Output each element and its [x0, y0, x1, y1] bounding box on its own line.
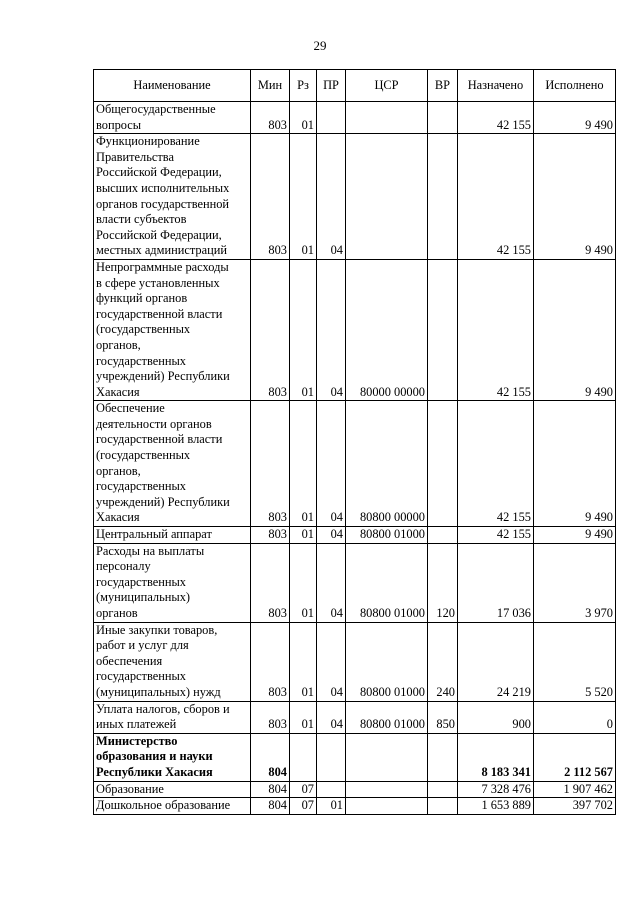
row-rz-cell: 01: [290, 259, 317, 400]
row-name-cell: Дошкольное образование: [94, 798, 251, 815]
row-csr-cell: [346, 733, 428, 781]
row-assigned-cell: 42 155: [458, 401, 534, 527]
table-row: [94, 401, 616, 527]
row-min-cell: 803: [251, 701, 290, 733]
row-min-cell: 803: [251, 102, 290, 134]
row-pr-cell: 04: [317, 134, 346, 260]
row-assigned-cell: 7 328 476: [458, 781, 534, 798]
row-name-cell: Обеспечение деятельности органов государственной власти (государственных органов, государственных учреждений) Республики Хакасия: [94, 401, 251, 527]
row-executed-cell: 9 490: [534, 134, 616, 260]
row-csr-cell: [346, 102, 428, 134]
row-vr-cell: [428, 527, 458, 544]
row-pr-cell: [317, 733, 346, 781]
row-executed-cell: 1 907 462: [534, 781, 616, 798]
row-vr-cell: [428, 259, 458, 400]
table-row: [94, 798, 616, 815]
column-header-executed: Исполнено: [534, 70, 616, 102]
row-rz-cell: 01: [290, 401, 317, 527]
table-body: [94, 102, 616, 815]
row-vr-cell: [428, 134, 458, 260]
table-row: [94, 527, 616, 544]
row-assigned-cell: 42 155: [458, 102, 534, 134]
row-vr-cell: [428, 781, 458, 798]
row-csr-cell: 80800 01000: [346, 543, 428, 622]
row-name-cell: Образование: [94, 781, 251, 798]
row-rz-cell: 01: [290, 134, 317, 260]
row-min-cell: 803: [251, 259, 290, 400]
column-header-pr: ПР: [317, 70, 346, 102]
table-row: [94, 733, 616, 781]
row-name-cell: Министерство образования и науки Республики Хакасия: [94, 733, 251, 781]
row-csr-cell: [346, 134, 428, 260]
row-assigned-cell: 42 155: [458, 134, 534, 260]
table-row: [94, 259, 616, 400]
row-pr-cell: [317, 102, 346, 134]
row-rz-cell: [290, 733, 317, 781]
row-csr-cell: 80800 00000: [346, 401, 428, 527]
row-min-cell: 803: [251, 527, 290, 544]
row-executed-cell: 9 490: [534, 259, 616, 400]
row-rz-cell: 01: [290, 527, 317, 544]
row-pr-cell: 04: [317, 527, 346, 544]
row-csr-cell: 80000 00000: [346, 259, 428, 400]
row-rz-cell: 01: [290, 102, 317, 134]
row-csr-cell: [346, 781, 428, 798]
row-min-cell: 803: [251, 134, 290, 260]
row-pr-cell: 04: [317, 622, 346, 701]
row-assigned-cell: 24 219: [458, 622, 534, 701]
row-vr-cell: [428, 102, 458, 134]
row-min-cell: 803: [251, 622, 290, 701]
row-executed-cell: 5 520: [534, 622, 616, 701]
column-header-min: Мин: [251, 70, 290, 102]
row-name-cell: Непрограммные расходы в сфере установленных функций органов государственной власти (государственных органов, государственных учреждений) Республики Хакасия: [94, 259, 251, 400]
row-name-cell: Центральный аппарат: [94, 527, 251, 544]
column-header-vr: ВР: [428, 70, 458, 102]
row-vr-cell: [428, 733, 458, 781]
row-pr-cell: 04: [317, 401, 346, 527]
row-assigned-cell: 900: [458, 701, 534, 733]
row-vr-cell: 850: [428, 701, 458, 733]
table-row: [94, 701, 616, 733]
budget-table: [93, 69, 616, 815]
row-executed-cell: 397 702: [534, 798, 616, 815]
row-rz-cell: 01: [290, 701, 317, 733]
row-name-cell: Расходы на выплаты персоналу государственных (муниципальных) органов: [94, 543, 251, 622]
column-header-csr: ЦСР: [346, 70, 428, 102]
row-csr-cell: 80800 01000: [346, 622, 428, 701]
table-header-row: [94, 70, 616, 102]
table-row: [94, 622, 616, 701]
row-assigned-cell: 8 183 341: [458, 733, 534, 781]
row-pr-cell: 04: [317, 543, 346, 622]
table-row: [94, 781, 616, 798]
row-vr-cell: 240: [428, 622, 458, 701]
row-pr-cell: 01: [317, 798, 346, 815]
row-vr-cell: [428, 798, 458, 815]
column-header-assigned: Назначено: [458, 70, 534, 102]
row-pr-cell: 04: [317, 701, 346, 733]
table-row: [94, 102, 616, 134]
row-rz-cell: 07: [290, 781, 317, 798]
page-number: 29: [313, 38, 327, 53]
row-executed-cell: 0: [534, 701, 616, 733]
row-pr-cell: 04: [317, 259, 346, 400]
row-name-cell: Иные закупки товаров, работ и услуг для обеспечения государственных (муниципальных) нужд: [94, 622, 251, 701]
row-name-cell: Функционирование Правительства Российской Федерации, высших исполнительных органов государственной власти субъектов Российской Федерации, местных администраций: [94, 134, 251, 260]
column-header-rz: Рз: [290, 70, 317, 102]
row-rz-cell: 01: [290, 543, 317, 622]
row-csr-cell: 80800 01000: [346, 527, 428, 544]
row-assigned-cell: 42 155: [458, 259, 534, 400]
row-executed-cell: 9 490: [534, 401, 616, 527]
row-assigned-cell: 42 155: [458, 527, 534, 544]
row-executed-cell: 3 970: [534, 543, 616, 622]
row-pr-cell: [317, 781, 346, 798]
row-csr-cell: 80800 01000: [346, 701, 428, 733]
row-rz-cell: 07: [290, 798, 317, 815]
row-min-cell: 804: [251, 798, 290, 815]
row-min-cell: 803: [251, 543, 290, 622]
row-vr-cell: 120: [428, 543, 458, 622]
row-executed-cell: 2 112 567: [534, 733, 616, 781]
row-csr-cell: [346, 798, 428, 815]
row-executed-cell: 9 490: [534, 102, 616, 134]
table-row: [94, 543, 616, 622]
row-vr-cell: [428, 401, 458, 527]
row-min-cell: 804: [251, 781, 290, 798]
row-assigned-cell: 17 036: [458, 543, 534, 622]
row-min-cell: 803: [251, 401, 290, 527]
column-header-name: Наименование: [94, 70, 251, 102]
table-row: [94, 134, 616, 260]
row-name-cell: Общегосударственные вопросы: [94, 102, 251, 134]
row-assigned-cell: 1 653 889: [458, 798, 534, 815]
row-name-cell: Уплата налогов, сборов и иных платежей: [94, 701, 251, 733]
row-rz-cell: 01: [290, 622, 317, 701]
row-executed-cell: 9 490: [534, 527, 616, 544]
row-min-cell: 804: [251, 733, 290, 781]
